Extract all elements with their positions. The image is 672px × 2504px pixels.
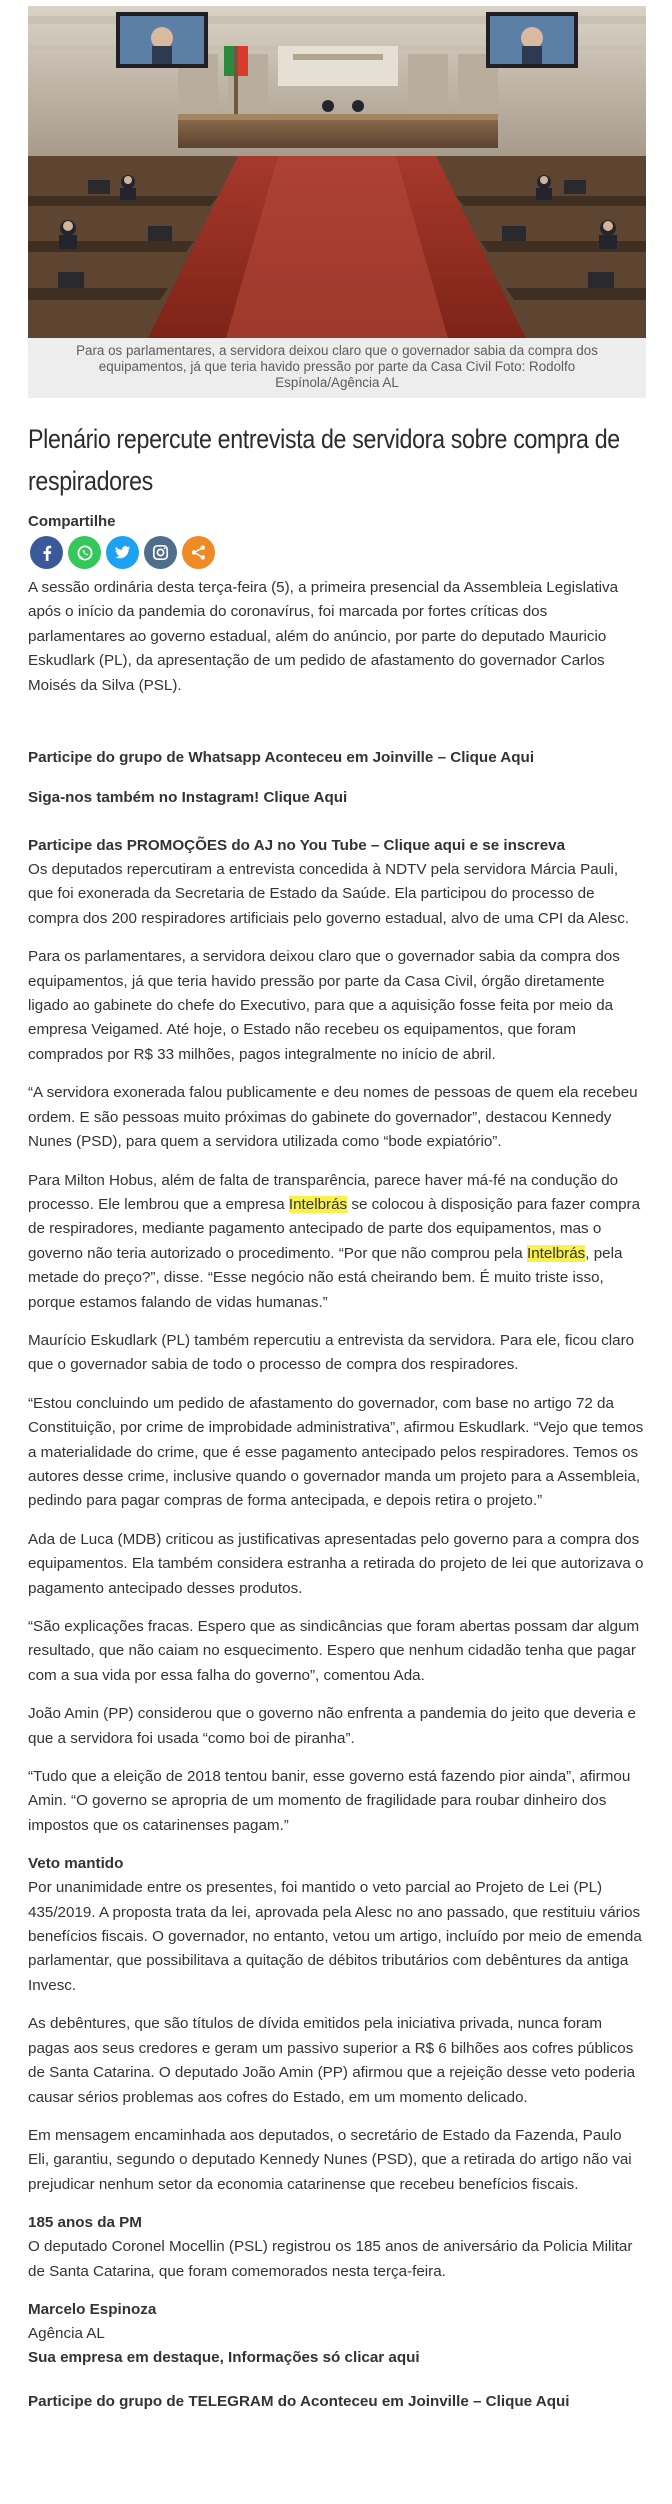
telegram-promo-link[interactable]: Participe do grupo de TELEGRAM do Aconteceu em Joinville – Clique Aqui bbox=[28, 2393, 570, 2411]
plenary-photo bbox=[28, 6, 646, 338]
paragraph-5: Maurício Eskudlark (PL) também repercutiu a entrevista da servidora. Para ele, ficou claro que o governador sabia de todo o processo de compra dos respiradores. bbox=[28, 1331, 635, 1374]
paragraph-8: “São explicações fracas. Espero que as sindicâncias que foram abertas possam dar algum resultado, que não caiam no esquecimento. Espero que nenhum cidadão tenha que pagar com a sua vida por essa falha do governo”, comentou Ada. bbox=[28, 1618, 640, 1684]
youtube-promo-link[interactable]: Participe das PROMOÇÕES do AJ no You Tube – Clique aqui e se inscreva bbox=[28, 837, 566, 855]
paragraph-11: Por unanimidade entre os presentes, foi mantido o veto parcial ao Projeto de Lei (PL) 435/2019. A proposta trata da lei, aprovada pela Alesc no ano passado, que restituiu vários benefícios fiscais. O governador, no entanto, vetou um artigo, incluído por meio de emenda parlamentar, que possibilitava a quitação de débitos tributários com debêntures da antiga Invesc. bbox=[28, 1879, 642, 1994]
article-title: Plenário repercute entrevista de servidora sobre compra de respiradores bbox=[28, 424, 620, 496]
share-icon[interactable] bbox=[182, 536, 215, 569]
twitter-icon[interactable] bbox=[106, 536, 139, 569]
paragraph-4-part-c: , pela metade do preço?”, disse. “Esse negócio não está cheirando bem. É muito triste isso, porque estamos falando de vidas humanas.” bbox=[28, 1244, 623, 1311]
paragraph-3: “A servidora exonerada falou publicamente e deu nomes de pessoas de quem ela recebeu ordem. E são pessoas muito próximas do gabinete do governador”, destacou Kennedy Nunes (PSD), para quem a servidora utilizada como “bode expiatório”. bbox=[28, 1084, 638, 1151]
business-promo-link[interactable]: Sua empresa em destaque, Informações só clicar aqui bbox=[28, 2349, 420, 2367]
paragraph-13: Em mensagem encaminhada aos deputados, o secretário de Estado da Fazenda, Paulo Eli, garantiu, segundo o deputado Kennedy Nunes (PSD), que a retirada do artigo não vai prejudicar nenhum setor da economia catarinense que recebeu benefícios fiscais. bbox=[28, 2126, 632, 2193]
facebook-icon[interactable] bbox=[30, 536, 63, 569]
paragraph-1: Os deputados repercutiram a entrevista concedida à NDTV pela servidora Márcia Pauli, que foi exonerada da Secretaria de Estado da Saúde. Ela participou do processo de compra dos 200 respiradores artificiais pelo governo estadual, alvo de uma CPI da Alesc. bbox=[28, 861, 630, 927]
share-buttons bbox=[30, 536, 646, 570]
paragraph-4 bbox=[28, 1169, 646, 1315]
paragraph-4-part-a: Para Milton Hobus, além de falta de transparência, parece haver má-fé na condução do processo. Ele lembrou que a empresa bbox=[28, 1171, 619, 1213]
whatsapp-promo-link[interactable]: Participe do grupo de Whatsapp Aconteceu em Joinville – Clique Aqui bbox=[28, 749, 535, 767]
photo-caption: Para os parlamentares, a servidora deixou claro que o governador sabia da compra dos equipamentos, já que teria havido pressão por parte da Casa Civil Foto: Rodolfo Espínola/Agência AL bbox=[28, 338, 646, 398]
author-agency: Agência AL bbox=[28, 2324, 105, 2342]
paragraph-10: “Tudo que a eleição de 2018 tentou banir, esse governo está fazendo pior ainda”, afirmou Amin. “O governo se apropria de um momento de fragilidade para roubar dinheiro dos impostos que os catarinenses pagam.” bbox=[28, 1768, 631, 1834]
author-name: Marcelo Espinoza bbox=[28, 2300, 157, 2318]
highlighted-brand: Intelbrás bbox=[288, 1195, 348, 1213]
subheading-veto: Veto mantido bbox=[28, 1855, 124, 1873]
article-container bbox=[28, 0, 646, 2414]
paragraph-14: O deputado Coronel Mocellin (PSL) registrou os 185 anos de aniversário da Policia Militar de Santa Catarina, que foram comemorados nesta terça-feira. bbox=[28, 2238, 633, 2280]
paragraph-2: Para os parlamentares, a servidora deixou claro que o governador sabia da compra dos equipamentos, já que teria havido pressão por parte da Casa Civil, órgão diretamente ligado ao gabinete do chefe do Executivo, para que a aquisição fosse feita por meio da empresa Veigamed. Até hoje, o Estado não recebeu os equipamentos, que foram comprados por R$ 33 milhões, pagos integralmente no início de abril. bbox=[28, 948, 620, 1063]
whatsapp-icon[interactable] bbox=[68, 536, 101, 569]
highlighted-brand: Intelbrás bbox=[526, 1244, 586, 1262]
share-label: Compartilhe bbox=[28, 513, 116, 530]
intro-paragraph: A sessão ordinária desta terça-feira (5), a primeira presencial da Assembleia Legislativa após o início da pandemia do coronavírus, foi marcada por fortes críticas dos parlamentares ao governo estadual, além do anúncio, por parte do deputado Mauricio Eskudlark (PL), da apresentação de um pedido de afastamento do governador Carlos Moisés da Silva (PSL). bbox=[28, 579, 619, 694]
instagram-promo-link[interactable]: Siga-nos também no Instagram! Clique Aqui bbox=[28, 789, 348, 807]
paragraph-6: “Estou concluindo um pedido de afastamento do governador, com base no artigo 72 da Constituição, por crime de improbidade administrativa”, afirmou Eskudlark. “Vejo que temos a materialidade do crime, que é esse pagamento antecipado pelos respiradores. Temos os autores desse crime, inclusive quando o governador manda um projeto para a Assembleia, pedindo para pagar compras de forma antecipada, e depois retira o projeto.” bbox=[28, 1394, 644, 1510]
plenary-photo-illustration bbox=[28, 6, 646, 338]
paragraph-4-part-b: se colocou à disposição para fazer compra de respiradores, mediante pagamento antecipado de parte dos equipamentos, mas o governo não teria autorizado o procedimento. “Por que não comprou pela bbox=[28, 1195, 641, 1262]
subheading-pm: 185 anos da PM bbox=[28, 2214, 142, 2232]
paragraph-12: As debêntures, que são títulos de dívida emitidos pela iniciativa privada, nunca foram pagas aos seus credores e geram um passivo superior a R$ 6 bilhões aos cofres públicos de Santa Catarina. O deputado João Amin (PP) afirmou que a rejeição desse veto poderia causar sérios problemas aos cofres do Estado, em um momento delicado. bbox=[28, 2015, 636, 2106]
instagram-icon[interactable] bbox=[144, 536, 177, 569]
paragraph-9: João Amin (PP) considerou que o governo não enfrenta a pandemia do jeito que deveria e que a servidora foi usada “como boi de piranha”. bbox=[28, 1705, 636, 1747]
paragraph-7: Ada de Luca (MDB) criticou as justificativas apresentadas pelo governo para a compra dos equipamentos. Ela também considera estranha a retirada do projeto de lei que autorizava o pagamento antecipado desses produtos. bbox=[28, 1530, 644, 1597]
